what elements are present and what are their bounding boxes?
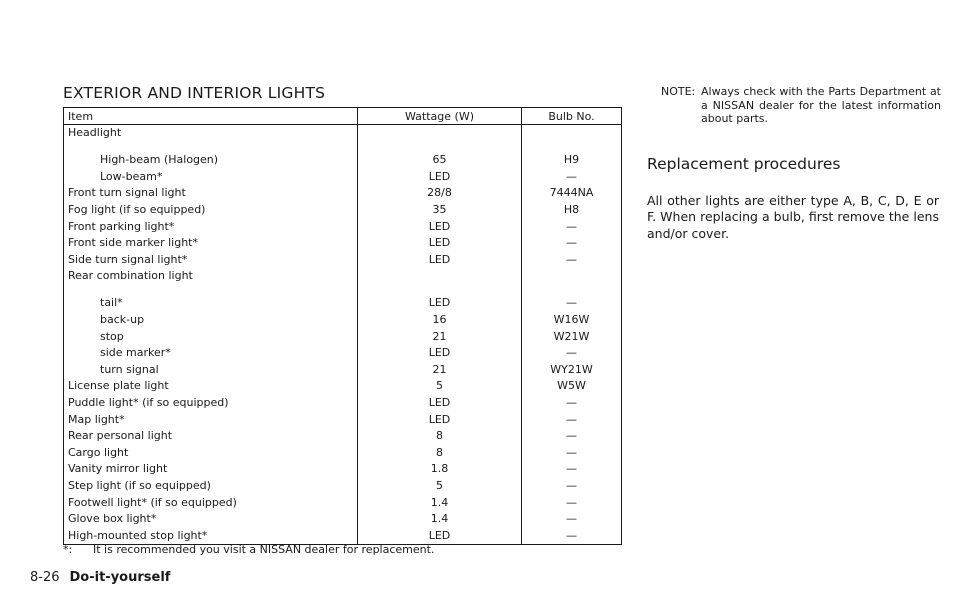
wattage-value: 21 [358, 362, 522, 379]
light-item: back-up [64, 312, 358, 329]
table-spacer-row [64, 285, 622, 295]
footnote-text: It is recommended you visit a NISSAN dealer for replacement. [93, 543, 435, 556]
light-item: Front side marker light* [64, 235, 358, 252]
wattage-value: 8 [358, 445, 522, 462]
page-number: 8-26 [30, 570, 60, 585]
bulb-number: W5W [557, 379, 586, 393]
table-row [64, 295, 622, 312]
light-item: Cargo light [64, 445, 358, 462]
light-item: Footwell light* (if so equipped) [64, 494, 358, 511]
bulb-number: — [566, 169, 577, 183]
empty-cell [358, 285, 522, 295]
empty-cell [64, 285, 358, 295]
light-item: Glove box light* [64, 511, 358, 528]
column-header-wattage: Wattage (W) [358, 108, 522, 125]
empty-cell [522, 142, 622, 152]
bulb-number: 7444NA [549, 186, 594, 200]
light-item: High-beam (Halogen) [64, 152, 358, 169]
footer-section: Do-it-yourself [69, 570, 171, 585]
bulb-number: — [566, 219, 577, 233]
bulb-number: — [566, 236, 577, 250]
empty-cell [358, 142, 522, 152]
empty-cell [522, 125, 622, 143]
bulb-number: W16W [553, 313, 590, 327]
table-row [64, 395, 622, 412]
table-row [64, 169, 622, 186]
light-item: Side turn signal light* [64, 252, 358, 269]
empty-cell [358, 268, 522, 285]
table-row [64, 461, 622, 478]
light-item: High-mounted stop light* [64, 527, 358, 544]
footnote-mark: *: [63, 543, 73, 556]
note-block [661, 85, 941, 126]
wattage-value: LED [358, 252, 522, 269]
column-header-bulb: Bulb No. [522, 108, 622, 125]
bulb-table [63, 107, 622, 545]
column-header-item: Item [64, 108, 358, 125]
wattage-value: 1.4 [358, 511, 522, 528]
bulb-number: — [566, 346, 577, 360]
table-row [64, 252, 622, 269]
table-header-row [64, 108, 622, 125]
wattage-value: 5 [358, 378, 522, 395]
empty-cell [522, 285, 622, 295]
note-text: Always check with the Parts Department at a NISSAN dealer for the latest information about parts. [701, 85, 941, 125]
light-item: Fog light (if so equipped) [64, 202, 358, 219]
bulb-number: — [566, 412, 577, 426]
wattage-value: 21 [358, 328, 522, 345]
table-row [64, 312, 622, 329]
table-row [64, 202, 622, 219]
bulb-number: WY21W [550, 362, 593, 376]
light-item: turn signal [64, 362, 358, 379]
light-item: Step light (if so equipped) [64, 478, 358, 495]
section-title: EXTERIOR AND INTERIOR LIGHTS [63, 84, 326, 102]
page-footer [30, 570, 170, 585]
group-label: Rear combination light [64, 268, 358, 285]
wattage-value: 16 [358, 312, 522, 329]
table-spacer-row [64, 142, 622, 152]
table-row [64, 478, 622, 495]
bulb-number: — [566, 429, 577, 443]
bulb-number: — [566, 396, 577, 410]
light-item: stop [64, 328, 358, 345]
bulb-number: — [566, 445, 577, 459]
bulb-number: — [566, 462, 577, 476]
table-row [64, 428, 622, 445]
empty-cell [64, 142, 358, 152]
table-row [64, 511, 622, 528]
table-row [64, 218, 622, 235]
bulb-number: W21W [553, 329, 590, 343]
wattage-value: 28/8 [358, 185, 522, 202]
table-body [64, 125, 622, 545]
wattage-value: 65 [358, 152, 522, 169]
wattage-value: 5 [358, 478, 522, 495]
bulb-number: — [566, 495, 577, 509]
table-row [64, 152, 622, 169]
light-item: Low-beam* [64, 169, 358, 186]
light-item: Front parking light* [64, 218, 358, 235]
wattage-value: LED [358, 218, 522, 235]
table-row [64, 328, 622, 345]
light-item: Front turn signal light [64, 185, 358, 202]
light-item: Puddle light* (if so equipped) [64, 395, 358, 412]
light-item: License plate light [64, 378, 358, 395]
footnote [63, 543, 434, 556]
bulb-number: H8 [563, 203, 580, 217]
wattage-value: LED [358, 295, 522, 312]
table-row [64, 445, 622, 462]
wattage-value: LED [358, 169, 522, 186]
bulb-number: — [566, 512, 577, 526]
note-label: NOTE: [661, 85, 696, 98]
bulb-number: — [566, 252, 577, 266]
light-item: Vanity mirror light [64, 461, 358, 478]
wattage-value: 35 [358, 202, 522, 219]
table-row [64, 235, 622, 252]
group-label: Headlight [64, 125, 358, 143]
replacement-text: All other lights are either type A, B, C, D, E or F. When replacing a bulb, first remove the lens and/or cover. [647, 192, 939, 241]
wattage-value: 8 [358, 428, 522, 445]
table-row [64, 362, 622, 379]
light-item: tail* [64, 295, 358, 312]
wattage-value: LED [358, 345, 522, 362]
wattage-value: LED [358, 235, 522, 252]
table-group-row [64, 268, 622, 285]
bulb-number: — [566, 296, 577, 310]
table-row [64, 345, 622, 362]
table-row [64, 411, 622, 428]
light-item: Rear personal light [64, 428, 358, 445]
empty-cell [522, 268, 622, 285]
table-row [64, 378, 622, 395]
table-row [64, 185, 622, 202]
light-item: side marker* [64, 345, 358, 362]
wattage-value: 1.8 [358, 461, 522, 478]
table-row [64, 527, 622, 544]
table-group-row [64, 125, 622, 143]
light-item: Map light* [64, 411, 358, 428]
bulb-number: H9 [563, 153, 580, 167]
wattage-value: LED [358, 411, 522, 428]
empty-cell [358, 125, 522, 143]
wattage-value: 1.4 [358, 494, 522, 511]
replacement-title: Replacement procedures [647, 155, 841, 173]
bulb-number: — [566, 478, 577, 492]
wattage-value: LED [358, 395, 522, 412]
table-row [64, 494, 622, 511]
bulb-number: — [566, 528, 577, 542]
wattage-value: LED [358, 527, 522, 544]
